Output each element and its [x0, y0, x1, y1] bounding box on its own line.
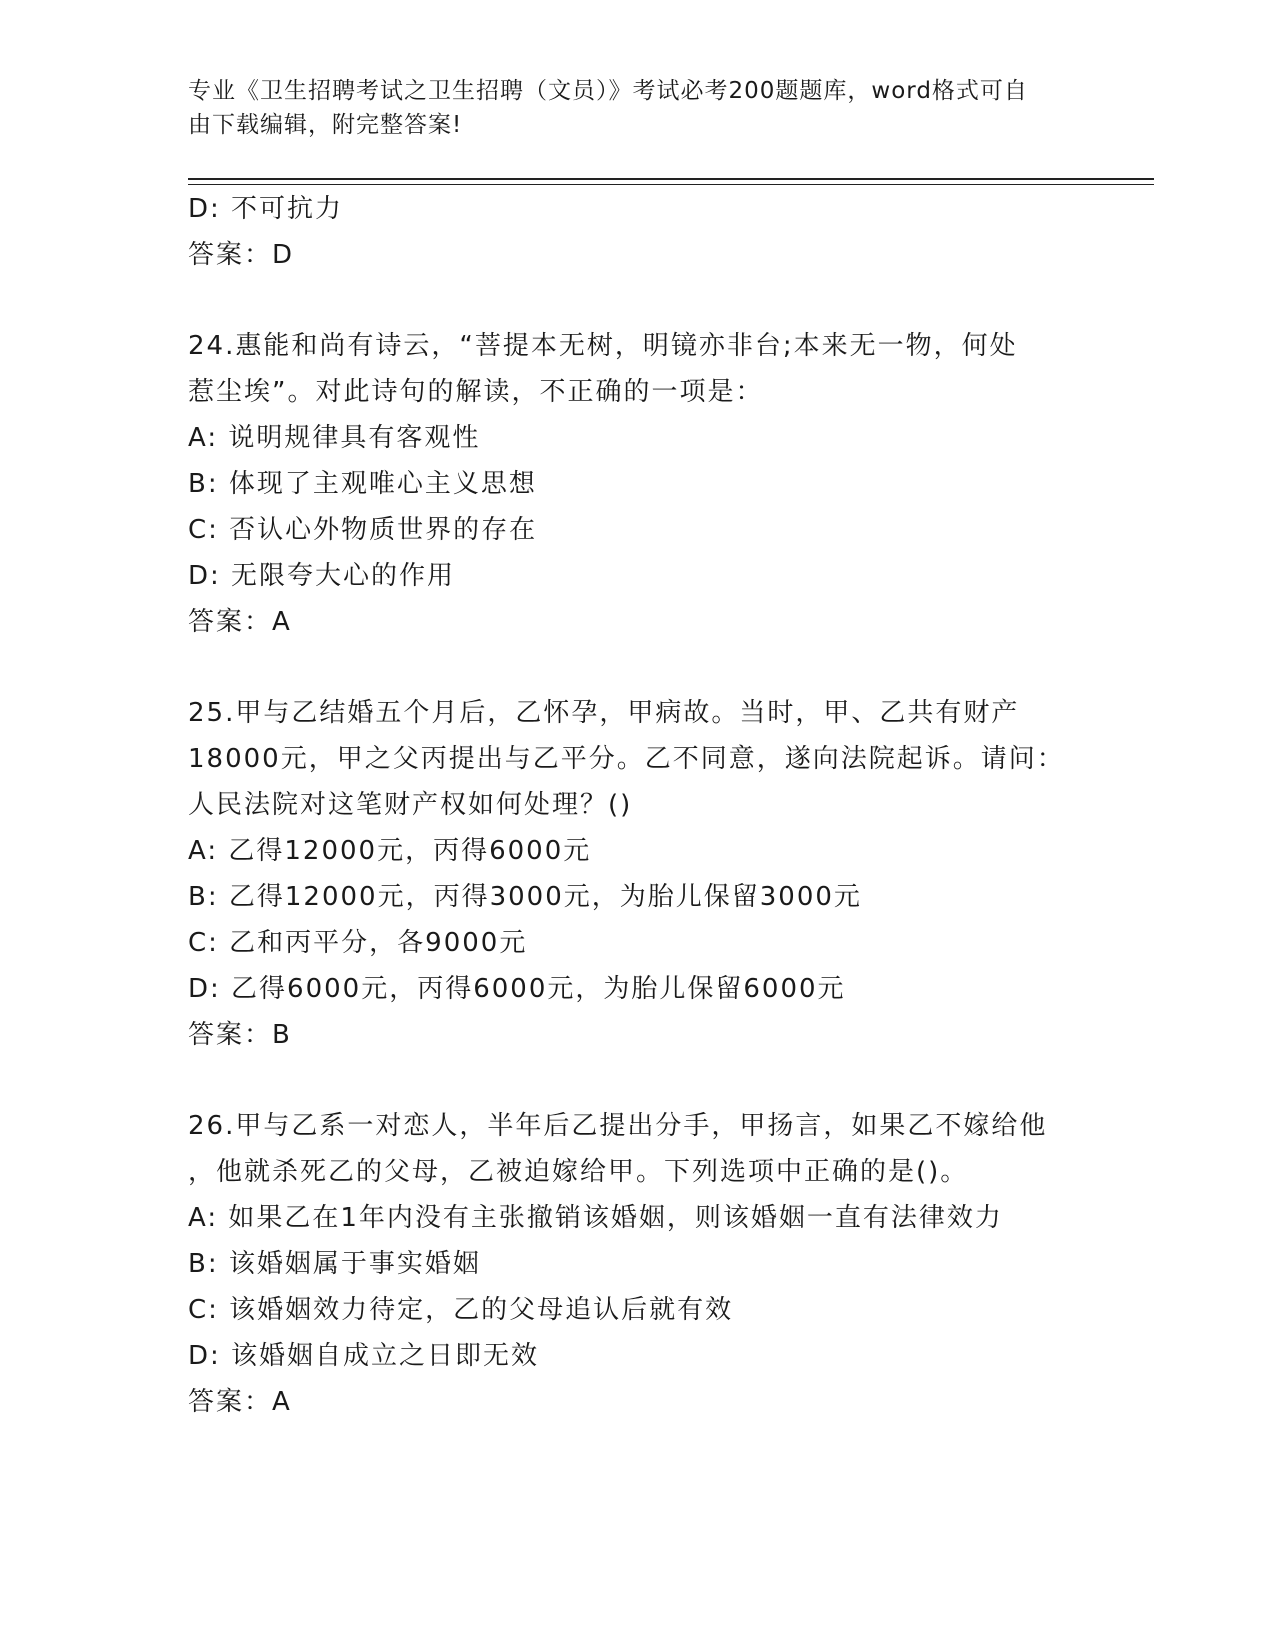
- spacer: [188, 278, 1088, 323]
- question-26-text-1: 26.甲与乙系一对恋人，半年后乙提出分手，甲扬言，如果乙不嫁给他: [188, 1111, 1048, 1141]
- spacer: [188, 645, 1088, 690]
- question-24-text-2: 惹尘埃”。对此诗句的解读，不正确的一项是：: [188, 377, 764, 407]
- question-25-option-d: D: 乙得6000元，丙得6000元，为胎儿保留6000元: [188, 974, 846, 1004]
- question-26: [188, 1103, 1088, 1425]
- question-25: [188, 690, 1088, 1058]
- question-25-answer: 答案：B: [188, 1020, 292, 1050]
- question-25-option-c: C: 乙和丙平分，各9000元: [188, 928, 528, 958]
- question-26-option-d: D: 该婚姻自成立之日即无效: [188, 1341, 540, 1371]
- question-24-option-c: C: 否认心外物质世界的存在: [188, 515, 538, 545]
- question-25-text-1: 25.甲与乙结婚五个月后，乙怀孕，甲病故。当时，甲、乙共有财产: [188, 698, 1020, 728]
- question-26-option-b: B: 该婚姻属于事实婚姻: [188, 1249, 481, 1279]
- page-header: [188, 74, 1068, 142]
- header-divider-thin: [188, 184, 1154, 185]
- question-26-option-c: C: 该婚姻效力待定，乙的父母追认后就有效: [188, 1295, 734, 1325]
- question-25-option-b: B: 乙得12000元，丙得3000元，为胎儿保留3000元: [188, 882, 862, 912]
- header-line-1: 专业《卫生招聘考试之卫生招聘（文员）》考试必考200题题库，word格式可自: [188, 78, 1028, 104]
- question-25-option-a: A: 乙得12000元，丙得6000元: [188, 836, 592, 866]
- question-25-text-3: 人民法院对这笔财产权如何处理？(): [188, 790, 633, 820]
- question-25-text-2: 18000元，甲之父丙提出与乙平分。乙不同意，遂向法院起诉。请问：: [188, 744, 1065, 774]
- question-26-answer: 答案：A: [188, 1387, 292, 1417]
- question-24-answer: 答案：A: [188, 607, 292, 637]
- question-24-text-1: 24.惠能和尚有诗云，“菩提本无树，明镜亦非台;本来无一物，何处: [188, 331, 1018, 361]
- question-26-option-a: A: 如果乙在1年内没有主张撤销该婚姻，则该婚姻一直有法律效力: [188, 1203, 1003, 1233]
- question-24: [188, 323, 1088, 645]
- prev-option-d: D: 不可抗力: [188, 194, 344, 224]
- question-24-option-b: B: 体现了主观唯心主义思想: [188, 469, 537, 499]
- header-divider-thick: [188, 178, 1154, 180]
- spacer: [188, 1058, 1088, 1103]
- document-body: [188, 186, 1088, 1425]
- prev-answer: 答案：D: [188, 240, 295, 270]
- header-line-2: 由下载编辑，附完整答案!: [188, 112, 463, 138]
- question-24-option-a: A: 说明规律具有客观性: [188, 423, 481, 453]
- question-26-text-2: ，他就杀死乙的父母，乙被迫嫁给甲。下列选项中正确的是()。: [188, 1157, 969, 1187]
- question-24-option-d: D: 无限夸大心的作用: [188, 561, 456, 591]
